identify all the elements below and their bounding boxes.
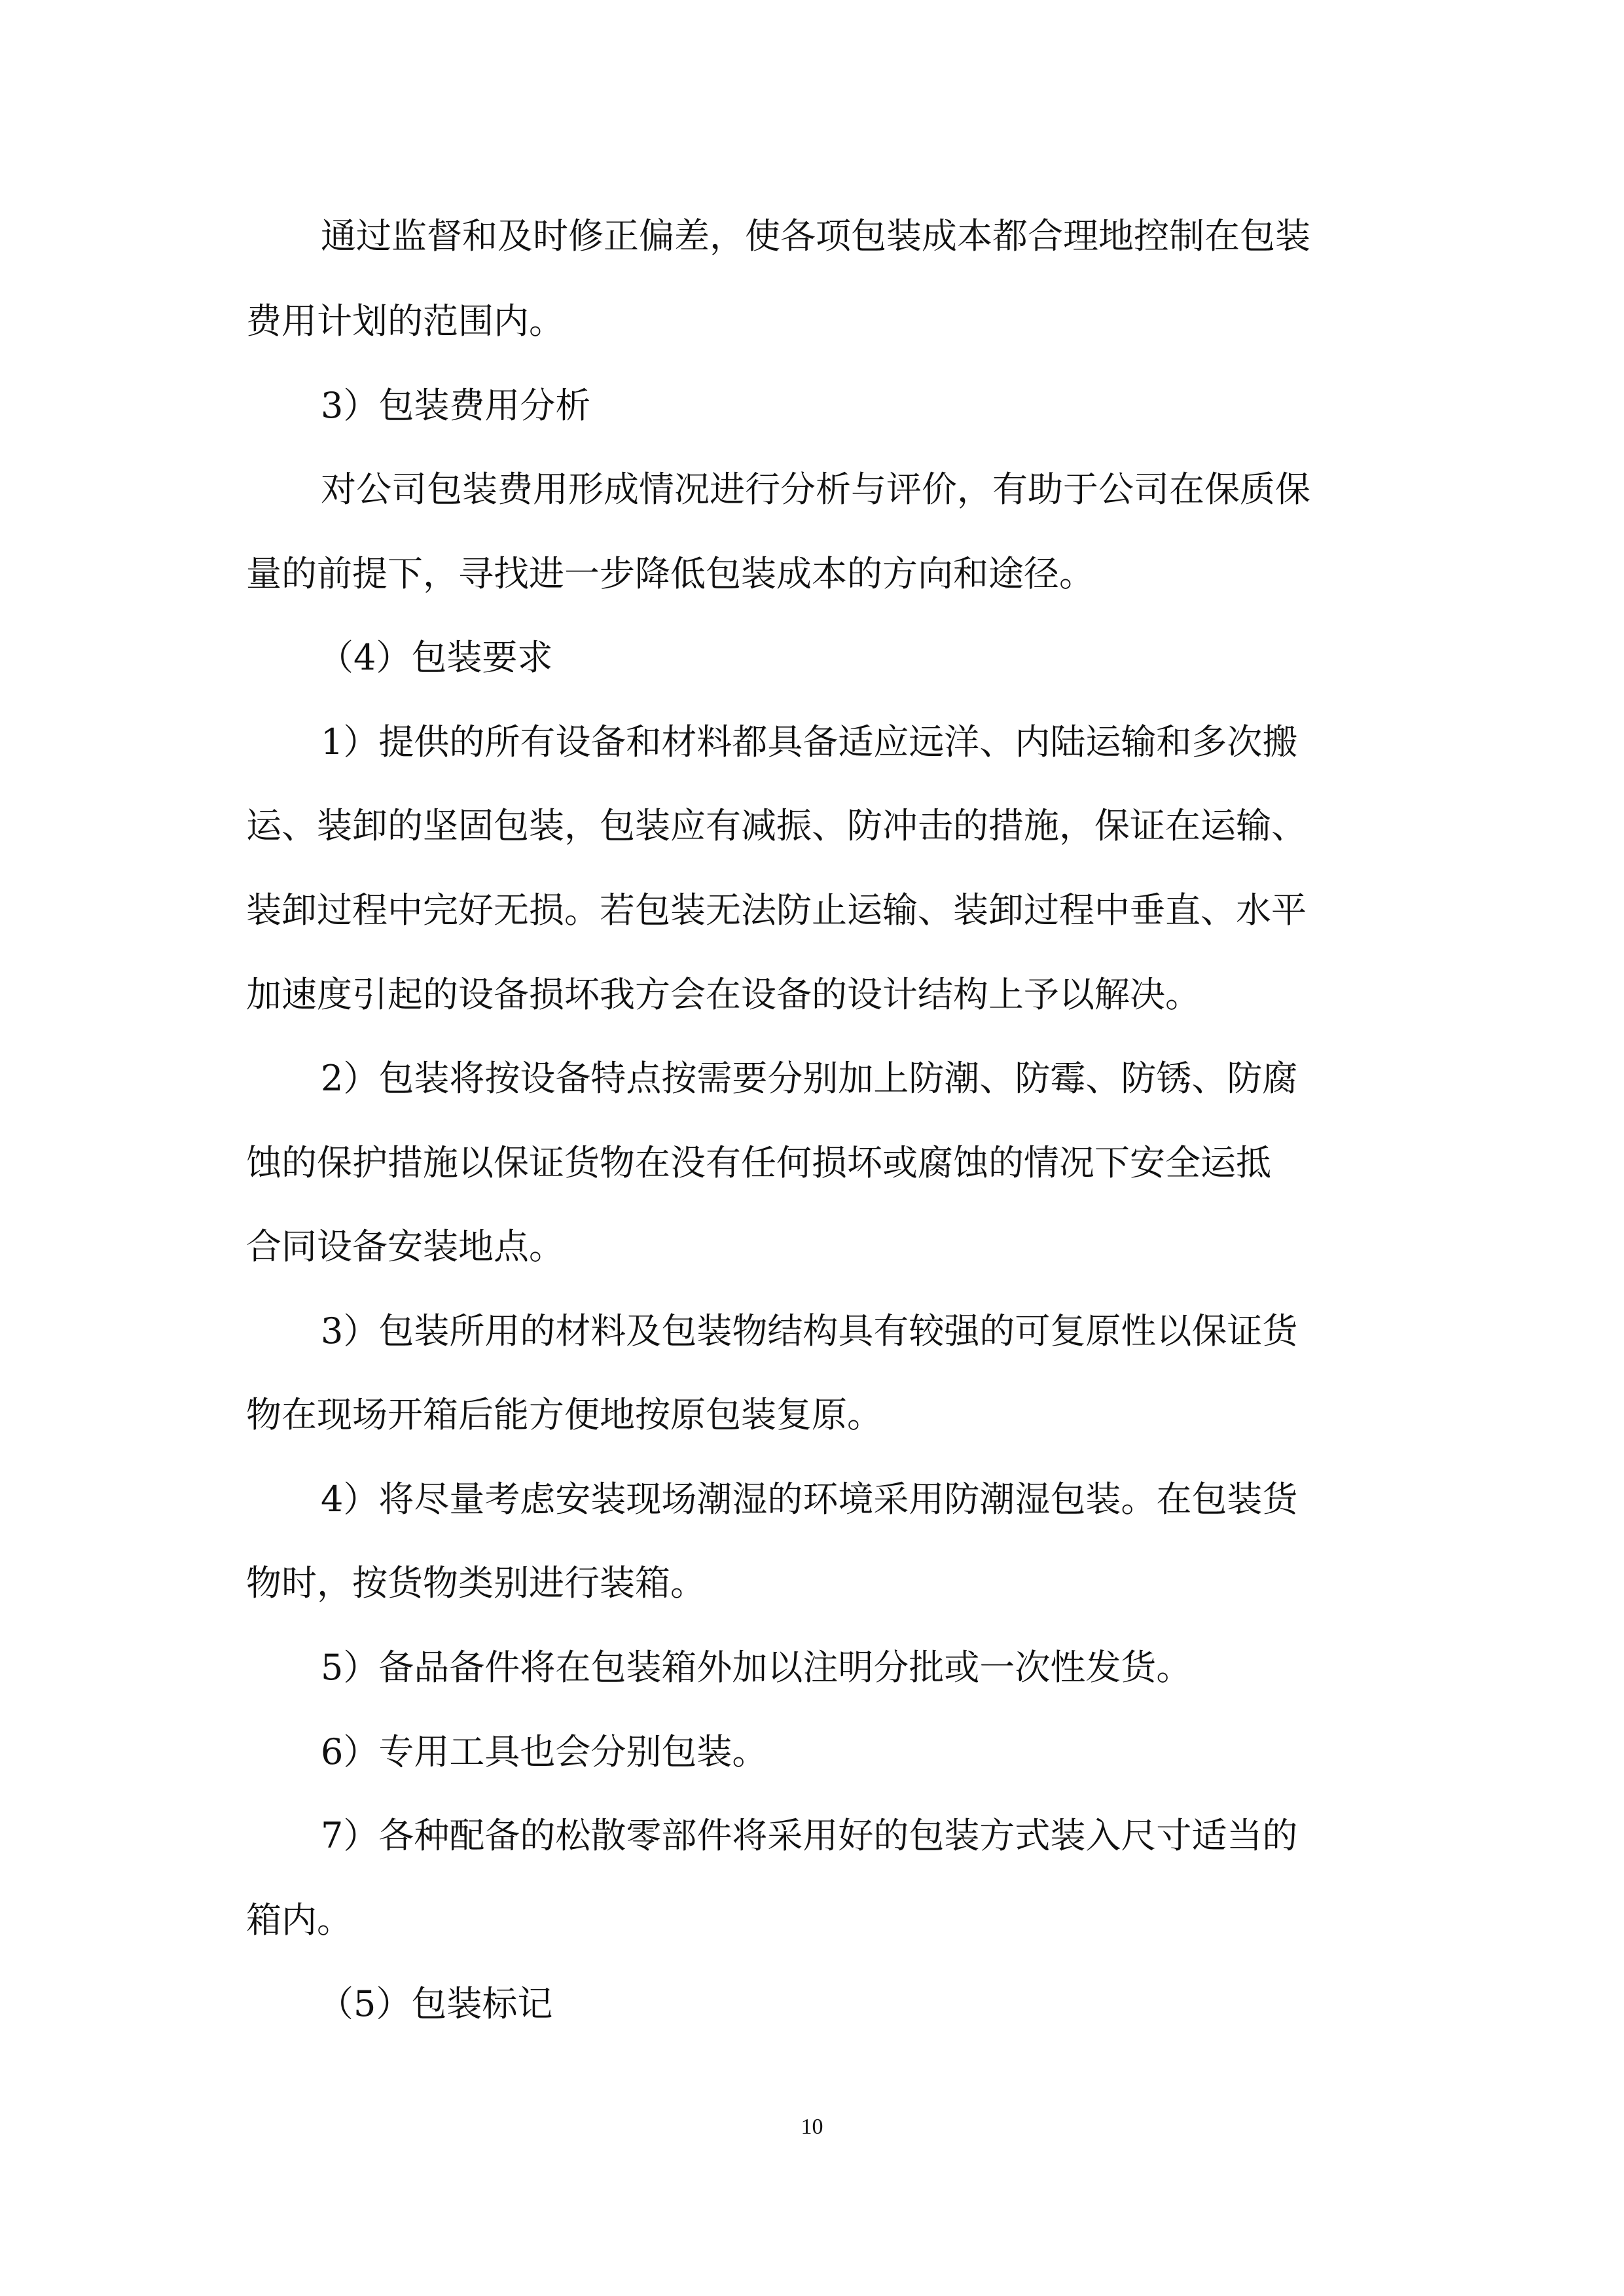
paragraph-line: 3）包装所用的材料及包装物结构具有较强的可复原性以保证货 xyxy=(321,1310,1298,1352)
paragraph-line: 7）各种配备的松散零部件将采用好的包装方式装入尺寸适当的 xyxy=(321,1815,1298,1856)
paragraph-line: 物在现场开箱后能方便地按原包装复原。 xyxy=(246,1394,882,1435)
section-heading: （4）包装要求 xyxy=(318,637,553,678)
paragraph-line: 1）提供的所有设备和材料都具备适应远洋、内陆运输和多次搬 xyxy=(321,721,1298,762)
paragraph-line: 蚀的保护措施以保证货物在没有任何损坏或腐蚀的情况下安全运抵 xyxy=(246,1142,1271,1183)
paragraph-line: 4）将尽量考虑安装现场潮湿的环境采用防潮湿包装。在包装货 xyxy=(321,1479,1298,1520)
paragraph-line: 6）专用工具也会分别包装。 xyxy=(321,1731,768,1772)
paragraph-line: 费用计划的范围内。 xyxy=(246,300,564,342)
paragraph-line: 加速度引起的设备损坏我方会在设备的设计结构上予以解决。 xyxy=(246,974,1200,1015)
paragraph-line: 5）备品备件将在包装箱外加以注明分批或一次性发货。 xyxy=(321,1647,1192,1688)
paragraph-line: 箱内。 xyxy=(246,1899,352,1941)
paragraph-line: 对公司包装费用形成情况进行分析与评价，有助于公司在保质保 xyxy=(321,469,1310,510)
section-heading: 3）包装费用分析 xyxy=(321,385,591,426)
paragraph-line: 2）包装将按设备特点按需要分别加上防潮、防霉、防锈、防腐 xyxy=(321,1058,1298,1099)
paragraph-line: 合同设备安装地点。 xyxy=(246,1226,564,1267)
paragraph-line: 运、装卸的坚固包装，包装应有减振、防冲击的措施，保证在运输、 xyxy=(246,805,1307,846)
page-number: 10 xyxy=(801,2115,823,2139)
paragraph-line: 量的前提下，寻找进一步降低包装成本的方向和途径。 xyxy=(246,553,1094,594)
paragraph-line: 装卸过程中完好无损。若包装无法防止运输、装卸过程中垂直、水平 xyxy=(246,889,1307,931)
paragraph-line: 通过监督和及时修正偏差，使各项包装成本都合理地控制在包装 xyxy=(321,215,1310,257)
paragraph-line: 物时，按货物类别进行装箱。 xyxy=(246,1562,706,1604)
section-heading: （5）包装标记 xyxy=(318,1983,553,2024)
